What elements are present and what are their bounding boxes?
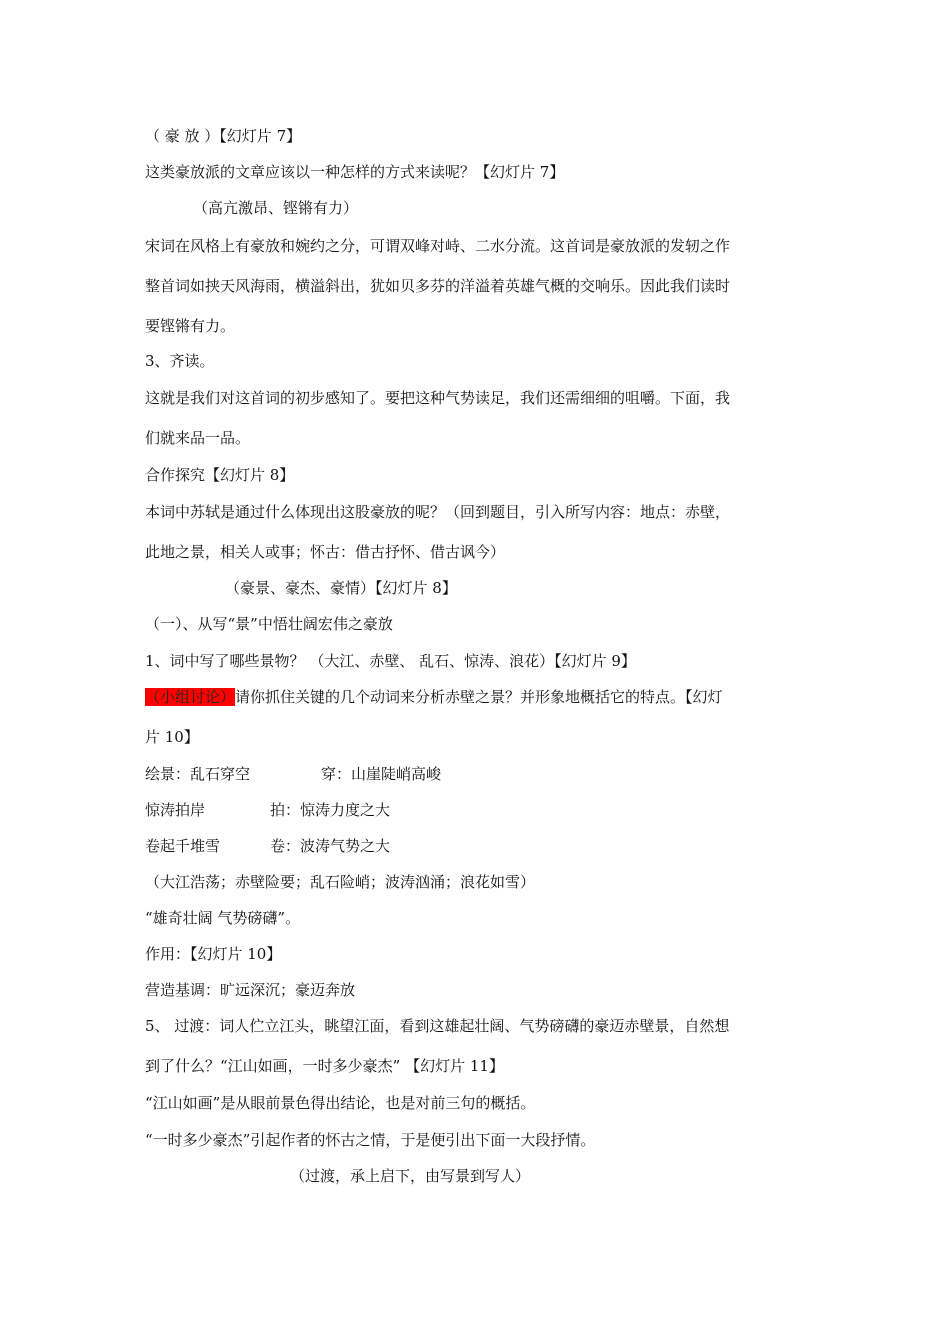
text-line: 到了什么？“江山如画，一时多少豪杰” 【幻灯片 11】 [145,1057,504,1075]
text-line: 惊涛拍岸 [145,801,206,819]
text-line: （大江浩荡；赤壁险要；乱石险峭；波涛汹涌；浪花如雪） [145,873,536,891]
text-line: 宋词在风格上有豪放和婉约之分，可谓双峰对峙、二水分流。这首词是豪放派的发轫之作 [145,237,731,255]
text-line: 1、词中写了哪些景物？ （大江、赤壁、 乱石、惊涛、浪花）【幻灯片 9】 [145,652,636,670]
group-discussion-highlight: （小组讨论） [145,688,236,706]
text-line: 作用：【幻灯片 10】 [145,945,282,963]
text-line: 拍：惊涛力度之大 [270,801,391,819]
text-line: （高亢激昂、铿锵有力） [193,199,359,217]
text-line: （ 豪 放 ）【幻灯片 7】 [145,127,302,145]
text-line: 此地之景，相关人或事；怀古：借古抒怀、借古讽今） [145,543,506,561]
text-line: （过渡，承上启下，由写景到写人） [290,1167,531,1185]
text-line: 们就来品一品。 [145,429,251,447]
text-line: 营造基调：旷远深沉；豪迈奔放 [145,981,356,999]
text-line: 5、 过渡：词人伫立江头，眺望江面，看到这雄起壮阔、气势磅礴的豪迈赤壁景，自然想 [145,1017,730,1035]
text-line: 整首词如挟天风海雨，横溢斜出，犹如贝多芬的洋溢着英雄气概的交响乐。因此我们读时 [145,277,731,295]
text-line: 本词中苏轼是通过什么体现出这股豪放的呢？（回到题目，引入所写内容：地点：赤壁， [145,503,731,521]
text-line: 卷起千堆雪 [145,837,221,855]
text-line: 要铿锵有力。 [145,317,236,335]
text-line: 片 10】 [145,728,199,746]
text-line: “雄奇壮阔 气势磅礴”。 [145,909,301,927]
text-line: 这就是我们对这首词的初步感知了。要把这种气势读足，我们还需细细的咀嚼。下面，我 [145,389,731,407]
text-line: 合作探究【幻灯片 8】 [145,466,295,484]
text-line: “一时多少豪杰”引起作者的怀古之情，于是便引出下面一大段抒情。 [145,1131,596,1149]
text-line: “江山如画”是从眼前景色得出结论，也是对前三句的概括。 [145,1094,536,1112]
text-line: 卷：波涛气势之大 [270,837,391,855]
text-line: 穿：山崖陡峭高峻 [321,765,442,783]
text-line [145,687,723,707]
section-heading: （一）、从写“景”中悟壮阔宏伟之豪放 [145,615,393,633]
text-line: 这类豪放派的文章应该以一种怎样的方式来读呢？【幻灯片 7】 [145,163,565,181]
text-line: 绘景：乱石穿空 [145,765,251,783]
text-line: 3、齐读。 [145,352,215,370]
text-fragment: 请你抓住关键的几个动词来分析赤壁之景？并形象地概括它的特点。【幻灯 [235,688,723,706]
text-line: （豪景、豪杰、豪情）【幻灯片 8】 [225,579,457,597]
